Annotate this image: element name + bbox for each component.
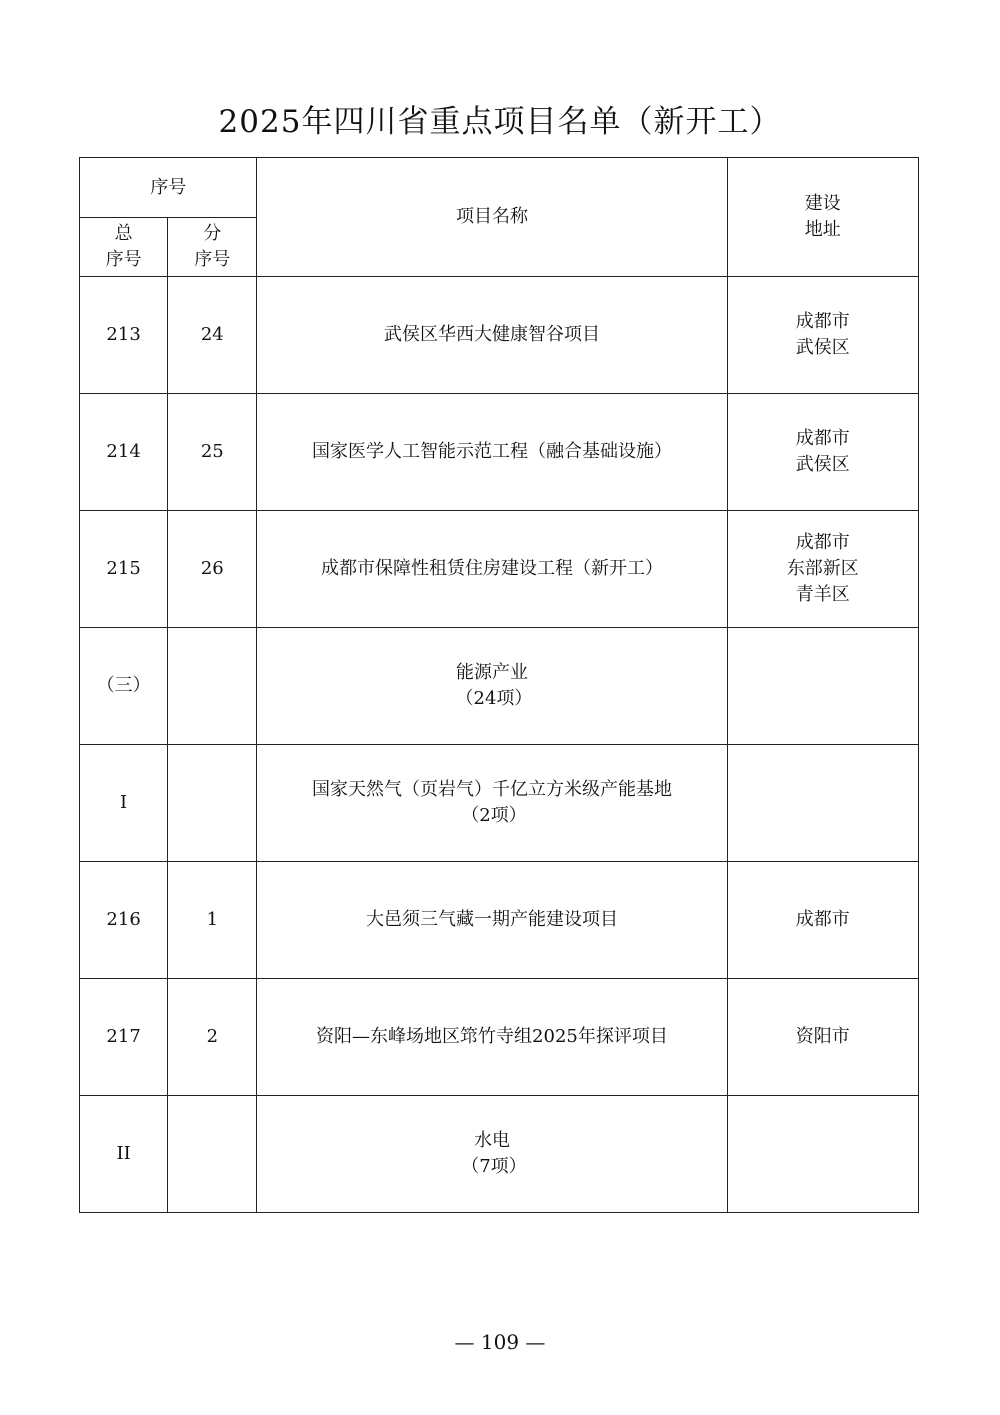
header-total-seq-line1: 总 bbox=[114, 223, 133, 244]
header-location-line1: 建设 bbox=[804, 193, 841, 214]
location-line: 青羊区 bbox=[795, 584, 850, 605]
table-row bbox=[80, 1096, 919, 1213]
header-total-seq-line2: 序号 bbox=[105, 249, 142, 270]
table-row bbox=[80, 979, 919, 1096]
table-row bbox=[80, 511, 919, 628]
header-sub-seq-line2: 序号 bbox=[194, 249, 231, 270]
header-sub-seq bbox=[168, 218, 257, 277]
location-line: 成都市 bbox=[795, 909, 850, 930]
sub-seq-cell: 2 bbox=[168, 979, 257, 1096]
category-count: （7项） bbox=[461, 1156, 527, 1177]
header-location-line2: 地址 bbox=[804, 219, 841, 240]
location-cell bbox=[727, 277, 918, 394]
location-line: 武侯区 bbox=[795, 454, 850, 475]
table-row bbox=[80, 745, 919, 862]
total-seq-cell: 215 bbox=[80, 511, 168, 628]
project-name-cell bbox=[257, 628, 727, 745]
category-name: 能源产业 bbox=[455, 662, 528, 683]
category-count: （24项） bbox=[455, 688, 533, 709]
page-title: 2025年四川省重点项目名单（新开工） bbox=[218, 104, 782, 140]
project-name-cell: 大邑须三气藏一期产能建设项目 bbox=[257, 862, 727, 979]
location-line: 资阳市 bbox=[795, 1026, 850, 1047]
header-sub-seq-line1: 分 bbox=[203, 223, 222, 244]
location-cell bbox=[727, 862, 918, 979]
location-cell bbox=[727, 511, 918, 628]
header-location bbox=[727, 158, 918, 277]
header-total-seq bbox=[80, 218, 168, 277]
sub-seq-cell bbox=[168, 628, 257, 745]
total-seq-cell: II bbox=[80, 1096, 168, 1213]
category-name: 水电 bbox=[473, 1130, 510, 1151]
table-row bbox=[80, 394, 919, 511]
total-seq-cell: 216 bbox=[80, 862, 168, 979]
location-cell bbox=[727, 745, 918, 862]
location-cell bbox=[727, 1096, 918, 1213]
category-name: 国家天然气（页岩气）千亿立方米级产能基地 bbox=[311, 779, 672, 800]
sub-seq-cell bbox=[168, 745, 257, 862]
header-project-name: 项目名称 bbox=[257, 158, 727, 277]
table-row bbox=[80, 862, 919, 979]
location-cell bbox=[727, 394, 918, 511]
project-name-cell: 成都市保障性租赁住房建设工程（新开工） bbox=[257, 511, 727, 628]
location-line: 武侯区 bbox=[795, 337, 850, 358]
total-seq-cell: 214 bbox=[80, 394, 168, 511]
location-line: 成都市 bbox=[795, 311, 850, 332]
project-name-cell: 资阳—东峰场地区筇竹寺组2025年探评项目 bbox=[257, 979, 727, 1096]
location-cell bbox=[727, 979, 918, 1096]
sub-seq-cell: 24 bbox=[168, 277, 257, 394]
sub-seq-cell: 26 bbox=[168, 511, 257, 628]
total-seq-cell: 213 bbox=[80, 277, 168, 394]
category-count: （2项） bbox=[461, 805, 527, 826]
project-name-cell bbox=[257, 1096, 727, 1213]
total-seq-cell: 217 bbox=[80, 979, 168, 1096]
table-row bbox=[80, 628, 919, 745]
location-line: 成都市 bbox=[795, 428, 850, 449]
location-line: 东部新区 bbox=[786, 558, 859, 579]
location-line: 成都市 bbox=[795, 532, 850, 553]
total-seq-cell: （三） bbox=[80, 628, 168, 745]
sub-seq-cell: 25 bbox=[168, 394, 257, 511]
header-row bbox=[80, 158, 919, 218]
header-seq-group: 序号 bbox=[80, 158, 257, 218]
sub-seq-cell: 1 bbox=[168, 862, 257, 979]
project-name-cell: 武侯区华西大健康智谷项目 bbox=[257, 277, 727, 394]
page-number: — 109 — bbox=[454, 1330, 546, 1354]
project-name-cell bbox=[257, 745, 727, 862]
total-seq-cell: I bbox=[80, 745, 168, 862]
sub-seq-cell bbox=[168, 1096, 257, 1213]
project-name-cell: 国家医学人工智能示范工程（融合基础设施） bbox=[257, 394, 727, 511]
location-cell bbox=[727, 628, 918, 745]
table-row bbox=[80, 277, 919, 394]
project-table bbox=[79, 157, 919, 1213]
